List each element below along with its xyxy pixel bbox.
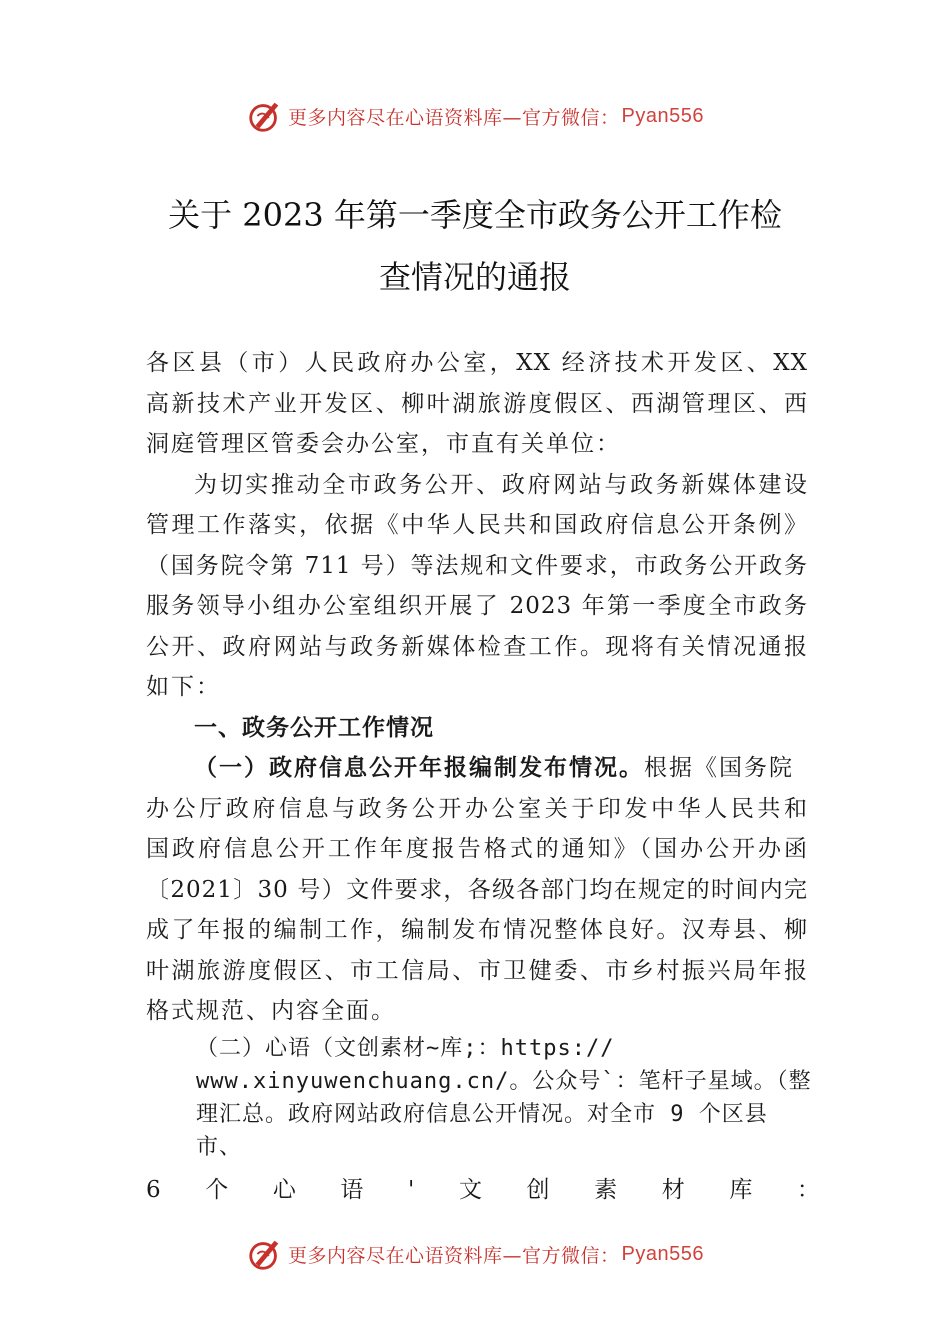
watermark-text: 更多内容尽在心语资料库—官方微信： — [288, 106, 620, 129]
spread-char: 创 — [526, 1177, 550, 1203]
spread-char: ' — [408, 1177, 415, 1203]
body-line: 管理工作落实，依据《中华人民共和国政府信息公开条例》 — [146, 512, 808, 538]
section-heading: 一、政务公开工作情况 — [194, 714, 434, 741]
body-line: 成了年报的编制工作，编制发布情况整体良好。汉寿县、柳 — [146, 917, 808, 943]
mono-line: 市、 — [196, 1135, 243, 1160]
body-line: 格式规范、内容全面。 — [146, 998, 396, 1024]
body-line: 办公厅政府信息与政务公开办公室关于印发中华人民共和 — [146, 795, 808, 822]
watermark-wechat-id: Pyan556 — [621, 1242, 704, 1265]
body-line: 各区县（市）人民政府办公室，XX 经济技术开发区、XX — [146, 350, 808, 376]
watermark-header — [0, 94, 950, 138]
spread-char: 材 — [661, 1177, 685, 1203]
body-line: 叶湖旅游度假区、市工信局、市卫健委、市乡村振兴局年报 — [146, 957, 808, 984]
body-line: 〔2021〕30 号）文件要求，各级各部门均在规定的时间内完 — [146, 876, 808, 903]
title-line-2: 查情况的通报 — [378, 258, 571, 296]
body-line: 为切实推动全市政务公开、政府网站与政务新媒体建设 — [194, 471, 808, 498]
body-line — [146, 748, 808, 789]
quill-pen-seal-icon — [246, 97, 284, 135]
body-line: 国政府信息公开工作年度报告格式的通知》（国办公开办函 — [146, 836, 808, 862]
spread-char: 库 — [729, 1177, 753, 1203]
mono-line: www.xinyuwenchuang.cn/。公众号`：笔杆子星域。（整 — [196, 1069, 812, 1094]
mono-line: （二）心语（文创素材~库;：https:// — [196, 1036, 615, 1061]
body-line: 洞庭管理区管委会办公室，市直有关单位： — [146, 431, 621, 457]
document-title — [140, 184, 810, 308]
body-text: 根据《国务院 — [644, 755, 794, 781]
watermark-wechat-id: Pyan556 — [621, 104, 704, 127]
subsection-heading: （一）政府信息公开年报编制发布情况。 — [194, 754, 644, 781]
spread-char: 文 — [458, 1177, 482, 1203]
document-body — [146, 343, 808, 1032]
body-line: 服务领导小组办公室组织开展了 2023 年第一季度全市政务 — [146, 593, 808, 619]
body-line: 公开、政府网站与政务新媒体检查工作。现将有关情况通报 — [146, 633, 808, 660]
watermark-text: 更多内容尽在心语资料库—官方微信： — [288, 1244, 620, 1267]
spread-char: 个 — [205, 1177, 229, 1203]
title-line-1: 关于 2023 年第一季度全市政务公开工作检 — [168, 196, 782, 234]
spread-char: ： — [796, 1177, 820, 1203]
spread-char: 语 — [340, 1177, 364, 1203]
body-line: （国务院令第 711 号）等法规和文件要求，市政务公开政务 — [146, 552, 808, 579]
spread-char: 素 — [594, 1177, 618, 1203]
watermark-footer — [0, 1232, 950, 1276]
spread-text-line — [146, 1172, 820, 1208]
mono-line: 理汇总。政府网站政府信息公开情况。对全市 9 个区县 — [196, 1102, 768, 1127]
inserted-text-block — [196, 1032, 820, 1164]
body-line: 高新技术产业开发区、柳叶湖旅游度假区、西湖管理区、西 — [146, 390, 808, 417]
body-line: 如下： — [146, 674, 221, 700]
spread-char: 6 — [146, 1177, 161, 1203]
quill-pen-seal-icon — [246, 1235, 284, 1273]
spread-char: 心 — [272, 1177, 296, 1203]
